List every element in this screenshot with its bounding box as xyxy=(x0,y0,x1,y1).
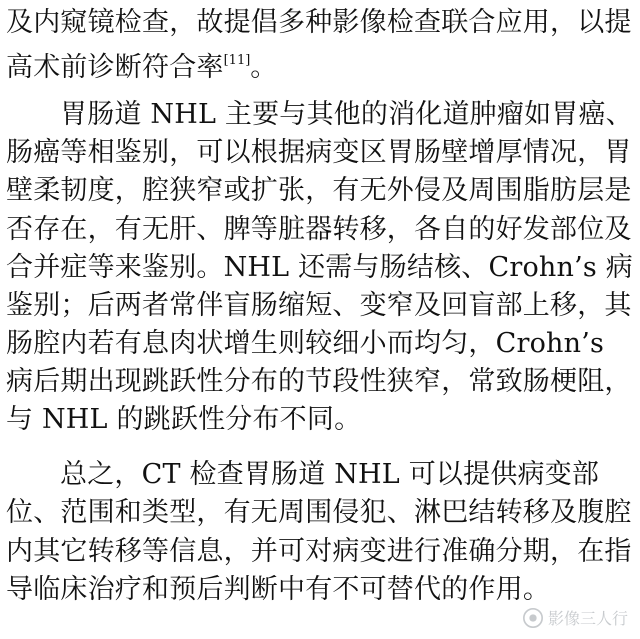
watermark xyxy=(522,606,628,629)
text-line: 位、范围和类型，有无周围侵犯、淋巴结转移及腹腔 xyxy=(6,497,632,528)
punctuation: 。 xyxy=(522,574,551,605)
text-line: 与 NHL 的跳跃性分布不同。 xyxy=(6,404,362,435)
text-line: 肠腔内若有息肉状增生则较细小而均匀，Crohn’s xyxy=(6,328,605,359)
watermark-logo-icon xyxy=(522,607,544,629)
text-line: 肠癌等相鉴别，可以根据病变区胃肠壁增厚情况，胃 xyxy=(6,137,632,168)
citation-marker: [11] xyxy=(223,53,251,68)
watermark-text: 影像三人行 xyxy=(547,609,628,628)
text-line: 壁柔韧度，腔狭窄或扩张，有无外侵及周围脂肪层是 xyxy=(6,175,632,206)
text-line: 合并症等来鉴别。NHL 还需与肠结核、Crohn’s 病 xyxy=(6,252,633,283)
text-line-content: 导临床治疗和预后判断中有不可替代的作用 xyxy=(6,574,523,605)
text-line: 总之，CT 检查胃肠道 NHL 可以提供病变部 xyxy=(60,459,600,490)
text-line: 及内窥镜检查，故提倡多种影像检查联合应用，以提 xyxy=(6,7,632,38)
text-line-content: 高术前诊断符合率 xyxy=(6,52,224,83)
text-line: 否存在，有无肝、脾等脏器转移，各自的好发部位及 xyxy=(6,214,632,245)
punctuation: 。 xyxy=(250,52,278,83)
text-line xyxy=(6,571,550,609)
text-line xyxy=(6,42,278,83)
text-line: 胃肠道 NHL 主要与其他的消化道肿瘤如胃癌、 xyxy=(60,99,633,130)
text-line: 鉴别；后两者常伴盲肠缩短、变窄及回盲部上移，其 xyxy=(6,290,632,321)
text-line: 内其它转移等信息，并可对病变进行准确分期，在指 xyxy=(6,536,632,567)
text-line: 病后期出现跳跃性分布的节段性狭窄，常致肠梗阻， xyxy=(6,366,632,397)
